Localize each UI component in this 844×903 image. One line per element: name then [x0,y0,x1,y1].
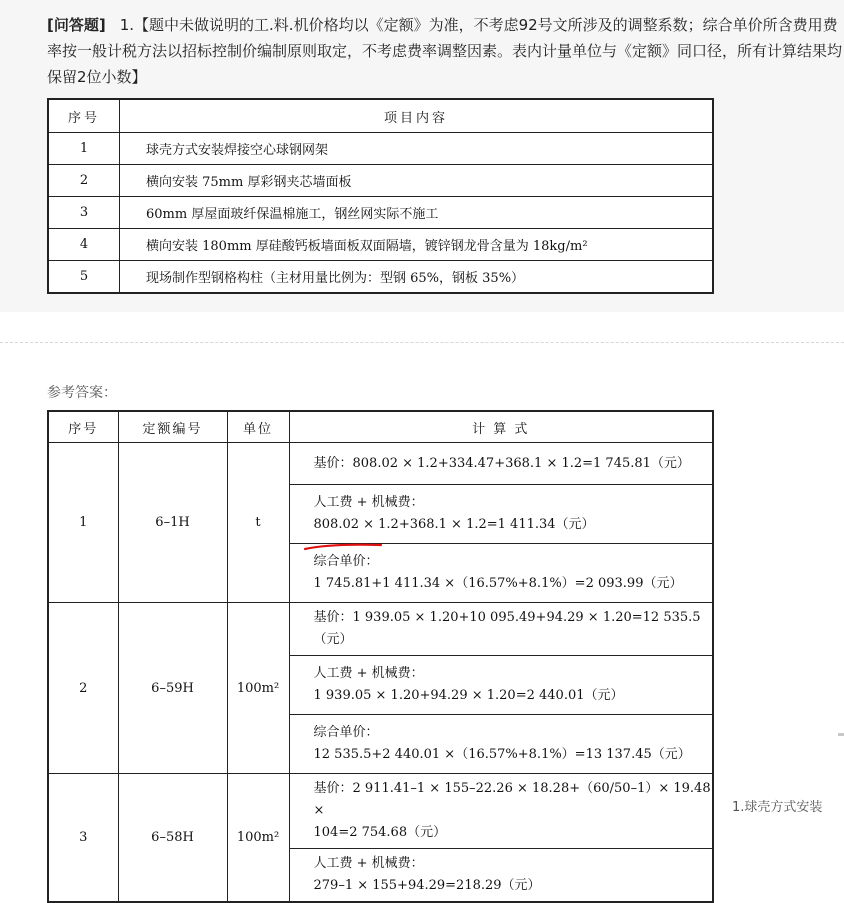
formula-text: 综合单价： 1 745.81+1 411.34 ×（16.57%+8.1%）=2 093.99（元） [313,554,683,591]
answer-table [47,410,714,903]
project-table-header [48,99,713,133]
project-table [47,98,714,294]
row-content: 60mm 厚屋面玻纤保温棉施工，钢丝网实际不施工 [120,197,714,229]
header-unit: 单位 [227,411,289,443]
red-underline-annotation [303,541,383,553]
header-seq: 序号 [48,411,118,443]
question-text-block [47,12,844,90]
reference-answer-label: 参考答案： [47,385,117,401]
formula-text: 人工费 + 机械费： 279–1 × 155+94.29=218.29（元） [313,856,541,893]
header-formula: 计 算 式 [289,411,713,443]
scrollbar-marker[interactable] [838,733,844,736]
formula-text: 基价：808.02 × 1.2+334.47+368.1 × 1.2=1 745.81（元） [290,443,713,485]
sidebar-outline-item[interactable]: 1.球壳方式安装 [732,800,823,815]
row-unit: t [227,443,289,603]
row-num: 2 [48,603,118,774]
formula-row [290,715,713,774]
formula-cell [289,603,713,774]
row-num: 5 [48,261,120,294]
row-content: 现场制作型钢格构柱（主材用量比例为：型钢 65%，钢板 35%） [120,261,714,294]
formula-list [290,443,713,602]
question-text: 1.【题中未做说明的工.料.机价格均以《定额》为准，不考虑92号文所涉及的调整系数；综合单价所含费用费率按一般计税方法以招标控制价编制原则取定，不考虑费率调整因素。表内计量单位与《定额》同口径，所有计算结果均保留2位小数】 [47,16,843,86]
header-code: 定额编号 [118,411,227,443]
table-row [48,197,713,229]
row-unit: 100m² [227,774,289,903]
row-num: 1 [48,443,118,603]
row-unit: 100m² [227,603,289,774]
table-row [48,603,713,774]
answer-table-header [48,411,713,443]
row-num: 1 [48,133,120,165]
row-num: 4 [48,229,120,261]
formula-text: 基价：1 939.05 × 1.20+10 095.49+94.29 × 1.20=12 535.5（元） [290,603,713,656]
section-divider [0,342,844,343]
formula-row [290,603,713,656]
formula-row [290,485,713,544]
formula-text: 人工费 + 机械费： 808.02 × 1.2+368.1 × 1.2=1 411.34（元） [290,485,713,544]
table-row [48,443,713,603]
row-num: 2 [48,165,120,197]
row-content: 球壳方式安装焊接空心球钢网架 [120,133,714,165]
formula-row [290,774,713,849]
formula-row [290,443,713,485]
table-row [48,165,713,197]
formula-list [290,774,713,901]
table-row [48,774,713,903]
header-content: 项目内容 [120,99,714,133]
row-num: 3 [48,197,120,229]
formula-cell [289,443,713,603]
formula-list [290,603,713,773]
row-num: 3 [48,774,118,903]
table-row [48,261,713,294]
formula-cell [289,774,713,903]
question-panel [0,0,844,312]
table-row [48,229,713,261]
table-row [48,133,713,165]
row-content: 横向安装 75mm 厚彩钢夹芯墙面板 [120,165,714,197]
row-code: 6–59H [118,603,227,774]
row-content: 横向安装 180mm 厚硅酸钙板墙面板双面隔墙，镀锌钢龙骨含量为 18kg/m² [120,229,714,261]
header-seq: 序号 [48,99,120,133]
formula-row [290,849,713,902]
answer-table-body [48,443,713,903]
formula-text: 基价：2 911.41–1 × 155–22.26 × 18.28+（60/50–1）× 19.48 × 104=2 754.68（元） [290,774,713,849]
formula-text: 综合单价： 12 535.5+2 440.01 ×（16.57%+8.1%）=13 137.45（元） [313,725,691,762]
row-code: 6–58H [118,774,227,903]
row-code: 6–1H [118,443,227,603]
question-type-tag: [问答题] [47,16,106,34]
formula-row [290,656,713,715]
formula-text: 人工费 + 机械费： 1 939.05 × 1.20+94.29 × 1.20=2 440.01（元） [290,656,713,715]
